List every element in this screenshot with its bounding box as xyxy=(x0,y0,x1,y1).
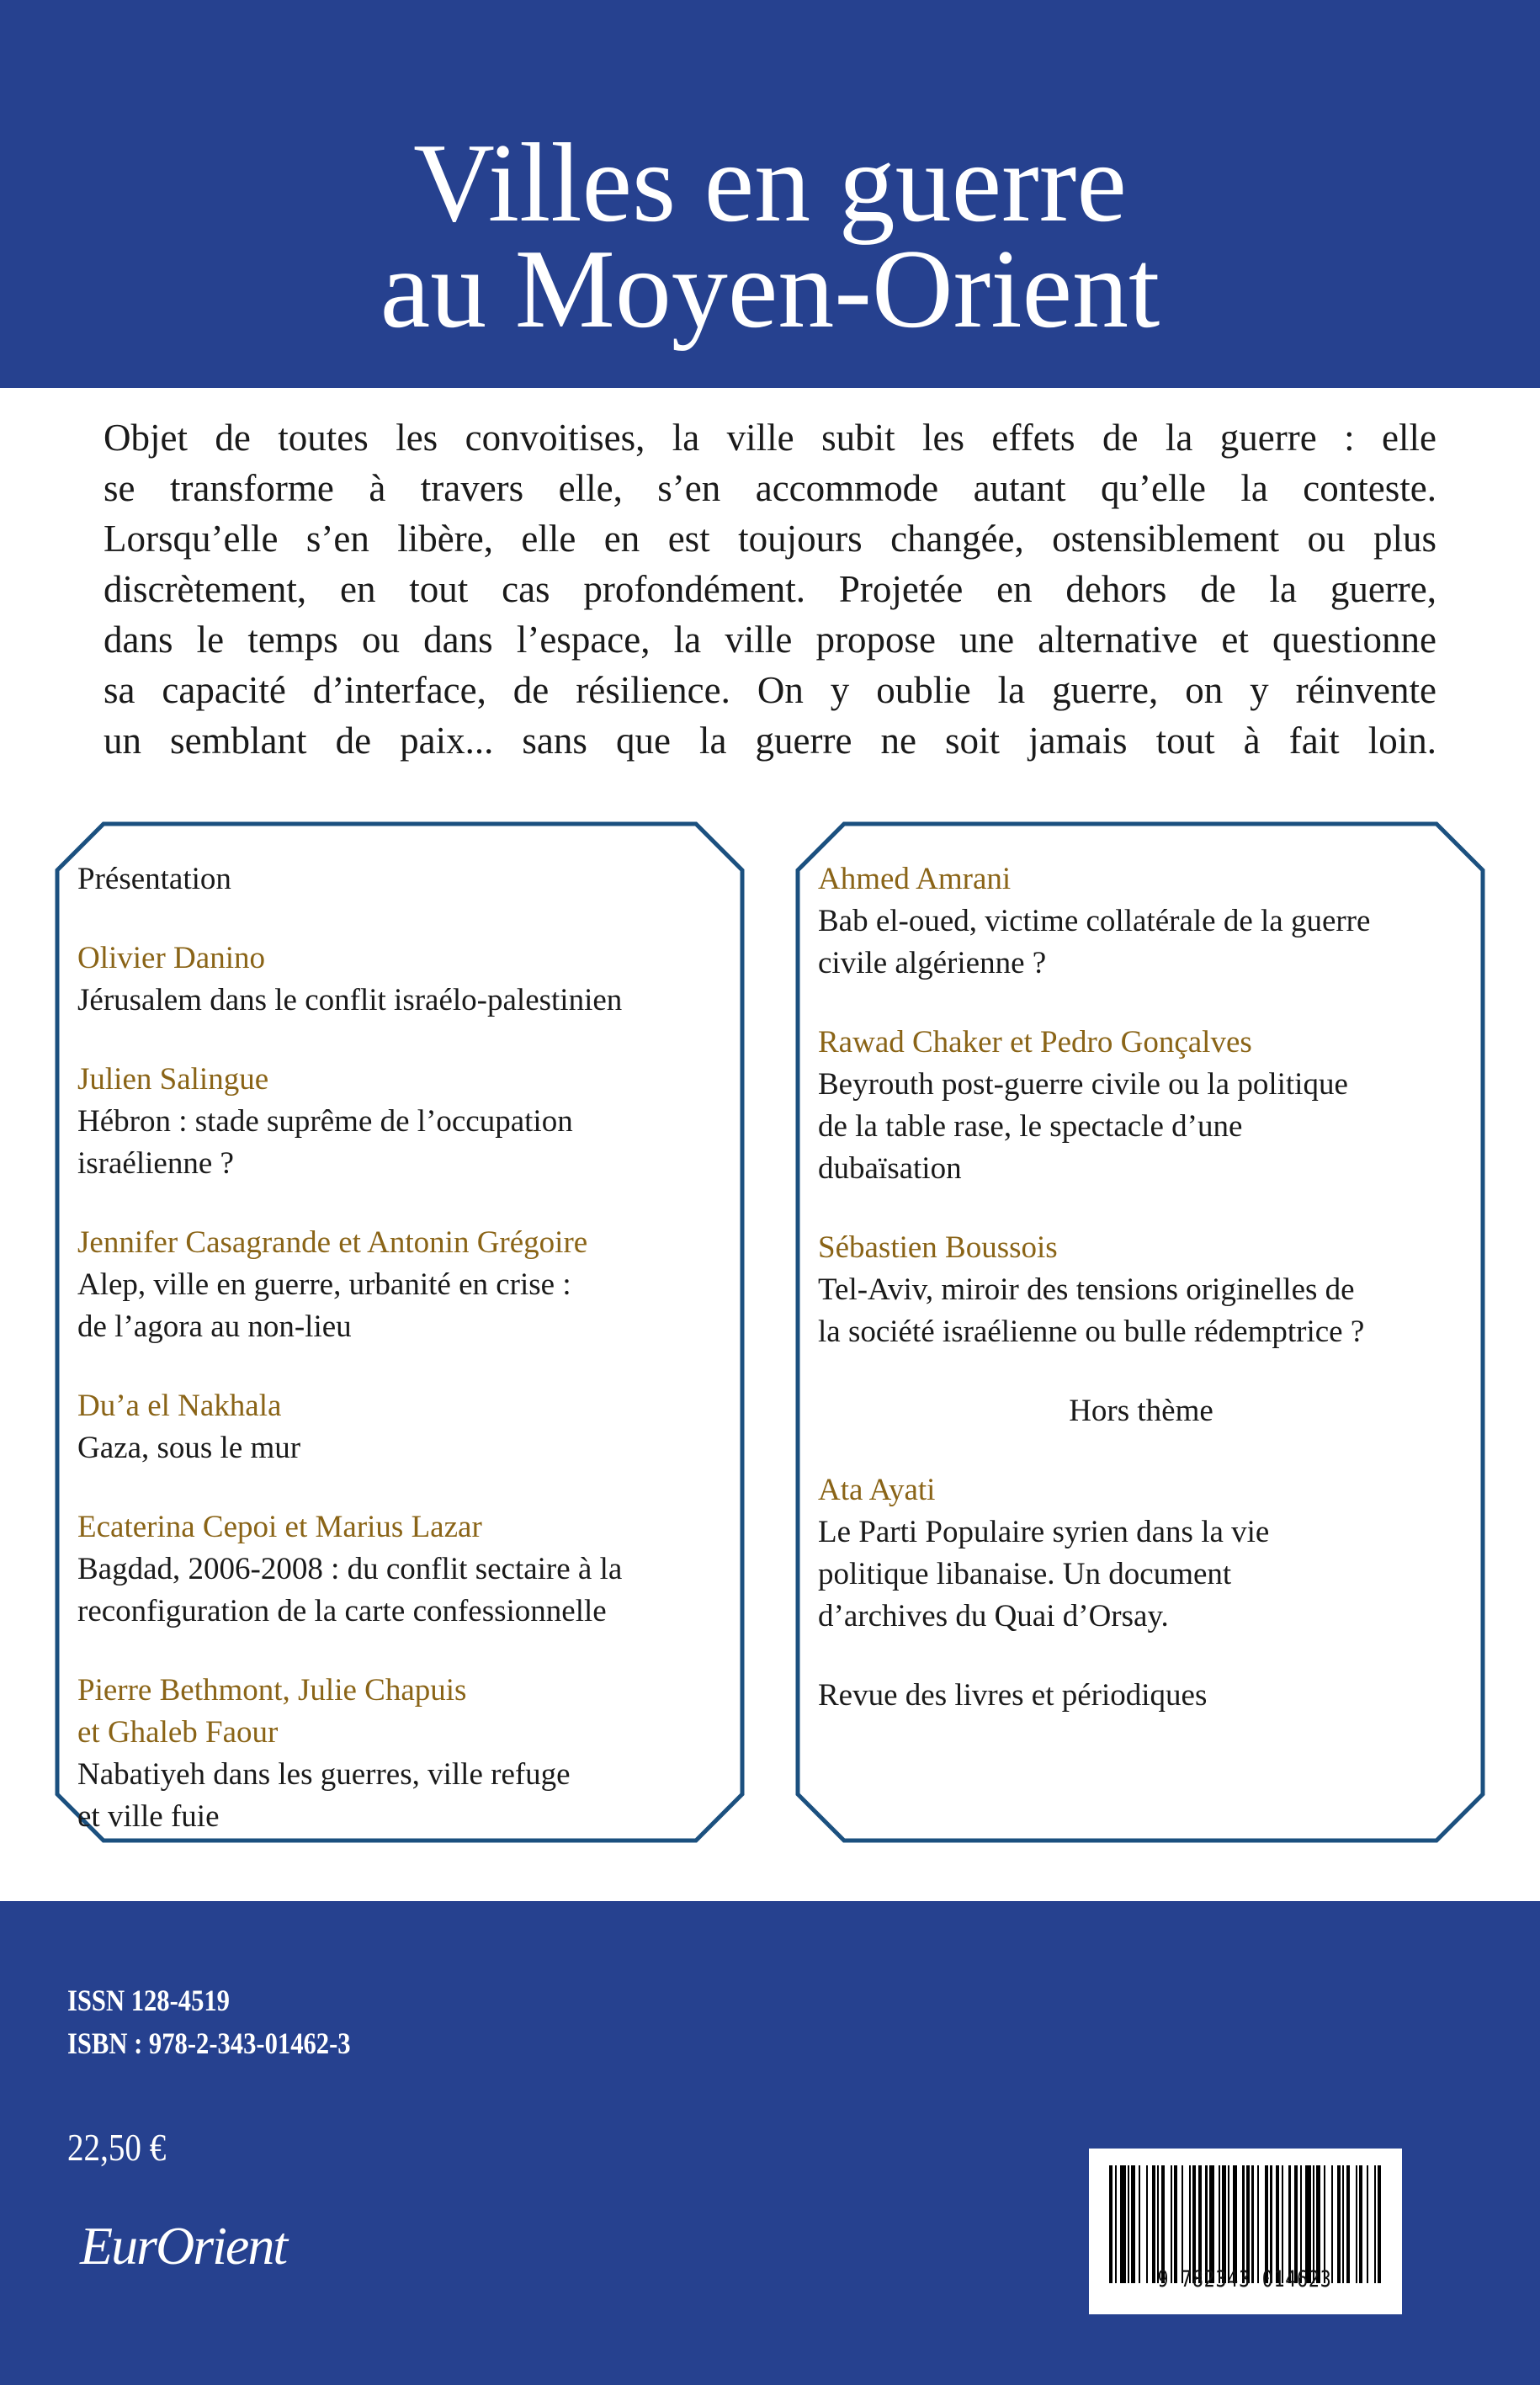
barcode-bar xyxy=(1171,2165,1172,2283)
contents-entry xyxy=(77,1222,724,1348)
barcode-bar xyxy=(1305,2165,1311,2283)
entry-title: reconfiguration de la carte confessionnelle xyxy=(77,1594,607,1628)
barcode-bar xyxy=(1219,2165,1220,2283)
entry-title: dubaïsation xyxy=(818,1151,962,1186)
barcode-bar xyxy=(1324,2165,1325,2283)
barcode-bar xyxy=(1152,2165,1155,2283)
entry-author: Sébastien Boussois xyxy=(818,1230,1058,1265)
barcode-bar xyxy=(1331,2165,1333,2283)
barcode-bar xyxy=(1346,2165,1350,2283)
contents-entry xyxy=(818,1022,1464,1190)
barcode-bar xyxy=(1342,2165,1344,2283)
barcode-bar xyxy=(1378,2165,1381,2283)
barcode-bar xyxy=(1257,2165,1259,2283)
barcode-bar xyxy=(1246,2165,1250,2283)
contents-box-left xyxy=(55,821,745,1843)
barcode-bar xyxy=(1174,2165,1177,2283)
barcode-bar xyxy=(1288,2165,1290,2283)
entry-title: Tel-Aviv, miroir des tensions originelles de xyxy=(818,1272,1355,1307)
barcode-bar xyxy=(1157,2165,1159,2283)
barcode-bar xyxy=(1139,2165,1140,2283)
blurb-line: se transforme à travers elle, s’en accommode autant qu’elle la conteste. xyxy=(104,467,1436,509)
barcode-bar xyxy=(1270,2165,1272,2283)
blurb-line: Objet de toutes les convoitises, la ville subit les effets de la guerre : elle xyxy=(104,417,1436,459)
blurb-line: sa capacité d’interface, de résilience. On y oublie la guerre, on y réinvente xyxy=(104,669,1436,711)
entry-title: Jérusalem dans le conflit israélo-palestinien xyxy=(77,983,623,1017)
barcode-bar xyxy=(1209,2165,1215,2283)
entry-title: la société israélienne ou bulle rédemptrice ? xyxy=(818,1315,1365,1349)
entry-title: Le Parti Populaire syrien dans la vie xyxy=(818,1515,1270,1549)
contents-entry xyxy=(818,858,1464,985)
contents-entry xyxy=(77,1670,724,1838)
barcode-bar xyxy=(1374,2165,1376,2283)
barcode-number: 9 782343 014623 xyxy=(1157,2266,1332,2292)
entry-author: Du’a el Nakhala xyxy=(77,1389,282,1423)
entry-title: de l’agora au non-lieu xyxy=(77,1309,352,1344)
intro-label: Présentation xyxy=(77,862,231,896)
barcode-bar xyxy=(1251,2165,1253,2283)
entry-author: Olivier Danino xyxy=(77,941,265,975)
barcode-bar xyxy=(1131,2165,1134,2283)
closing-line: Revue des livres et périodiques xyxy=(818,1678,1208,1713)
contents-entry xyxy=(77,1506,724,1633)
barcode-bar xyxy=(1222,2165,1225,2283)
barcode-bar xyxy=(1182,2165,1183,2283)
entry-author: Ata Ayati xyxy=(818,1473,936,1507)
issn: ISSN 128-4519 xyxy=(67,1984,230,2017)
entry-title: Bagdad, 2006-2008 : du conflit sectaire à la xyxy=(77,1552,623,1586)
contents-entry xyxy=(77,938,724,1022)
entry-title: et ville fuie xyxy=(77,1799,220,1834)
entry-title: de la table rase, le spectacle d’une xyxy=(818,1109,1243,1144)
barcode-bar xyxy=(1294,2165,1298,2283)
price: 22,50 € xyxy=(67,2126,167,2169)
contents-box-right xyxy=(795,821,1485,1843)
barcode-bar xyxy=(1128,2165,1129,2283)
entry-title: politique libanaise. Un document xyxy=(818,1557,1232,1591)
blurb-line: discrètement, en tout cas profondément. Projetée en dehors de la guerre, xyxy=(104,568,1436,610)
entry-author: Pierre Bethmont, Julie Chapuis xyxy=(77,1673,467,1708)
entry-title: Beyrouth post-guerre civile ou la politique xyxy=(818,1067,1348,1102)
barcode-bar xyxy=(1316,2165,1320,2283)
barcode-bar xyxy=(1356,2165,1357,2283)
entry-title: Gaza, sous le mur xyxy=(77,1431,301,1465)
barcode-bar xyxy=(1205,2165,1207,2283)
barcode xyxy=(1089,2149,1402,2314)
blurb-line: dans le temps ou dans l’espace, la ville propose une alternative et questionne xyxy=(104,619,1436,661)
entry-title: Nabatiyeh dans les guerres, ville refuge xyxy=(77,1757,571,1792)
entry-title: Alep, ville en guerre, urbanité en crise : xyxy=(77,1267,571,1302)
entry-title: israélienne ? xyxy=(77,1146,234,1181)
contents-entry xyxy=(77,1059,724,1185)
title-line-1: Villes en guerre xyxy=(413,120,1127,245)
barcode-bar xyxy=(1265,2165,1268,2283)
barcode-bar xyxy=(1189,2165,1191,2283)
barcode-bar xyxy=(1228,2165,1229,2283)
barcode-bar xyxy=(1120,2165,1126,2283)
barcode-bar xyxy=(1300,2165,1302,2283)
entry-author: Rawad Chaker et Pedro Gonçalves xyxy=(818,1025,1252,1060)
entry-author: Ecaterina Cepoi et Marius Lazar xyxy=(77,1510,482,1544)
contents-entry xyxy=(818,1227,1464,1353)
back-cover-blurb xyxy=(104,412,1436,766)
contents-entry xyxy=(77,1385,724,1469)
barcode-bar xyxy=(1367,2165,1368,2283)
barcode-bar xyxy=(1276,2165,1279,2283)
contents-entry xyxy=(818,1469,1464,1638)
barcode-bar xyxy=(1198,2165,1202,2283)
barcode-bar xyxy=(1115,2165,1117,2283)
blurb-line: un semblant de paix... sans que la guerre ne soit jamais tout à fait loin. xyxy=(104,720,1436,762)
entry-author: Julien Salingue xyxy=(77,1062,269,1097)
barcode-bar xyxy=(1109,2165,1113,2283)
entry-title: Hébron : stade suprême de l’occupation xyxy=(77,1104,573,1139)
entry-author: Jennifer Casagrande et Antonin Grégoire xyxy=(77,1225,588,1260)
barcode-bar xyxy=(1282,2165,1283,2283)
barcode-bar xyxy=(1233,2165,1236,2283)
entry-title: Bab el-oued, victime collatérale de la guerre xyxy=(818,904,1371,938)
barcode-bars xyxy=(1109,2165,1380,2283)
isbn: ISBN : 978-2-343-01462-3 xyxy=(67,2026,351,2060)
barcode-bar xyxy=(1146,2165,1148,2283)
entry-author: et Ghaleb Faour xyxy=(77,1715,279,1750)
title-line-2: au Moyen-Orient xyxy=(380,226,1160,351)
barcode-bar xyxy=(1337,2165,1341,2283)
section-heading-hors-theme: Hors thème xyxy=(1069,1394,1213,1428)
barcode-bar xyxy=(1359,2165,1362,2283)
entry-title: civile algérienne ? xyxy=(818,946,1047,980)
entry-title: d’archives du Quai d’Orsay. xyxy=(818,1599,1169,1633)
title-banner xyxy=(0,0,1540,388)
barcode-bar xyxy=(1242,2165,1244,2283)
barcode-bar xyxy=(1161,2165,1165,2283)
barcode-bar xyxy=(1313,2165,1314,2283)
publisher-logo: EurOrient xyxy=(80,2216,287,2276)
barcode-bar xyxy=(1192,2165,1196,2283)
blurb-line: Lorsqu’elle s’en libère, elle en est toujours changée, ostensiblement ou plus xyxy=(104,518,1436,560)
entry-author: Ahmed Amrani xyxy=(818,862,1012,896)
